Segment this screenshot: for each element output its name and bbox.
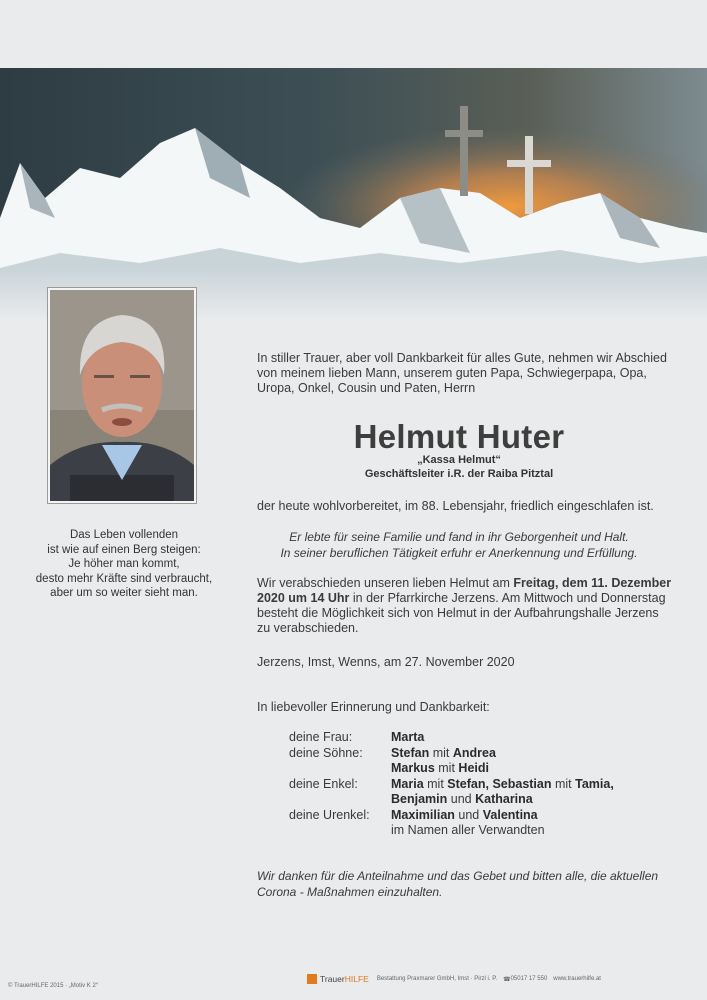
- footer-phone: 05017 17 550: [510, 976, 548, 982]
- family-relation: deine Söhne:: [289, 745, 363, 760]
- footer-copyright: © TrauerHILFE 2015 · „Motiv K 2“: [8, 983, 98, 989]
- brand-name: [320, 974, 369, 984]
- family-name: Tamia,: [575, 776, 614, 791]
- footer-website-link[interactable]: www.trauerhilfe.at: [553, 976, 601, 982]
- family-name: Andrea: [452, 745, 496, 760]
- thanks-text: [257, 868, 661, 900]
- family-row: [289, 823, 614, 839]
- cross-right-icon: [525, 136, 533, 214]
- family-name: Maria: [391, 776, 424, 791]
- quote-line: Das Leben vollenden: [69, 529, 179, 541]
- thanks-line: Wir danken für die Anteilnahme und das Gebet und bitten alle, die aktuellen: [257, 869, 659, 883]
- portrait-image: [50, 290, 194, 501]
- quote-line: aber um so weiter sieht man.: [50, 587, 198, 599]
- motto-text: [257, 530, 661, 561]
- brand-part: HILFE: [344, 974, 369, 984]
- family-name: Heidi: [458, 761, 489, 775]
- funeral-text: zu verabschieden.: [257, 621, 359, 635]
- family-row: [289, 761, 614, 777]
- family-row: [289, 777, 614, 793]
- connector-text: mit: [432, 745, 450, 760]
- family-relation: deine Urenkel:: [289, 807, 370, 822]
- place-date: Jerzens, Imst, Wenns, am 27. November 2020: [257, 655, 515, 669]
- family-relation: deine Enkel:: [289, 776, 358, 791]
- family-row: [289, 746, 614, 762]
- connector-text: mit: [427, 776, 444, 791]
- family-row: [289, 792, 614, 808]
- family-name: Stefan: [391, 745, 430, 760]
- mountain-painting-banner: [0, 68, 707, 320]
- family-name: Stefan, Sebastian: [447, 776, 552, 791]
- family-name: Benjamin: [391, 792, 448, 806]
- family-row: [289, 808, 614, 824]
- intro-line: von meinem lieben Mann, unserem guten Papa, Schwiegerpapa, Opa,: [257, 366, 647, 380]
- intro-text: [257, 351, 667, 396]
- family-name: Maximilian: [391, 807, 455, 822]
- memory-line: In liebevoller Erinnerung und Dankbarkeit:: [257, 700, 490, 714]
- connector-text: mit: [438, 761, 455, 775]
- phone-icon: ☎: [503, 976, 511, 983]
- trauerhilfe-logo-icon: [307, 974, 317, 984]
- intro-line: Uropa, Onkel, Cousin und Paten, Herrn: [257, 381, 476, 395]
- mountain-crosses-image: [0, 68, 707, 320]
- motto-line: In seiner beruflichen Tätigkeit erfuhr er Anerkennung und Erfüllung.: [280, 545, 638, 560]
- connector-text: und: [458, 807, 480, 822]
- footer-company: Bestattung Praxmarer GmbH, Imst · Pirzl i. P.: [376, 976, 498, 982]
- deceased-role: Geschäftsleiter i.R. der Raiba Pitztal: [364, 468, 554, 480]
- footer-brand: [307, 974, 601, 984]
- funeral-date: Freitag, dem 11. Dezember: [513, 576, 672, 590]
- family-name: Valentina: [482, 807, 538, 822]
- funeral-text: besteht die Möglichkeit sich von Helmut in der Aufbahrungshalle Jerzens: [257, 606, 659, 620]
- motto-line: Er lebte für seine Familie und fand in ihr Geborgenheit und Halt.: [289, 530, 629, 544]
- connector-text: mit: [554, 776, 572, 791]
- funeral-text: in der Pfarrkirche Jerzens. Am Mittwoch und Donnerstag: [349, 591, 666, 605]
- family-name: Katharina: [475, 792, 533, 806]
- quote-line: desto mehr Kräfte sind verbraucht,: [35, 572, 213, 585]
- thanks-line: Corona - Maßnahmen einzuhalten.: [257, 885, 443, 899]
- funeral-text: Wir verabschieden unseren lieben Helmut am: [257, 576, 514, 590]
- family-list: [289, 730, 614, 839]
- quote-line: Je höher man kommt,: [68, 558, 180, 570]
- portrait-photo: [47, 287, 197, 504]
- quote-block: [20, 528, 228, 601]
- family-relation: deine Frau:: [289, 730, 353, 744]
- relatives-text: im Namen aller Verwandten: [391, 823, 545, 837]
- funeral-info: [257, 576, 672, 636]
- brand-part: Trauer: [320, 974, 345, 984]
- intro-line: In stiller Trauer, aber voll Dankbarkeit für alles Gute, nehmen wir Abschied: [257, 351, 667, 365]
- quote-line: ist wie auf einen Berg steigen:: [47, 543, 201, 556]
- died-text: der heute wohlvorbereitet, im 88. Lebensjahr, friedlich eingeschlafen ist.: [257, 499, 654, 513]
- family-row: [289, 730, 614, 746]
- deceased-nickname: „Kassa Helmut“: [417, 454, 501, 466]
- family-name: Markus: [391, 761, 435, 775]
- cross-left-icon: [460, 106, 468, 196]
- deceased-name: Helmut Huter: [353, 418, 565, 455]
- family-name: Marta: [391, 730, 425, 744]
- connector-text: und: [450, 792, 472, 806]
- funeral-time: 2020 um 14 Uhr: [257, 591, 350, 605]
